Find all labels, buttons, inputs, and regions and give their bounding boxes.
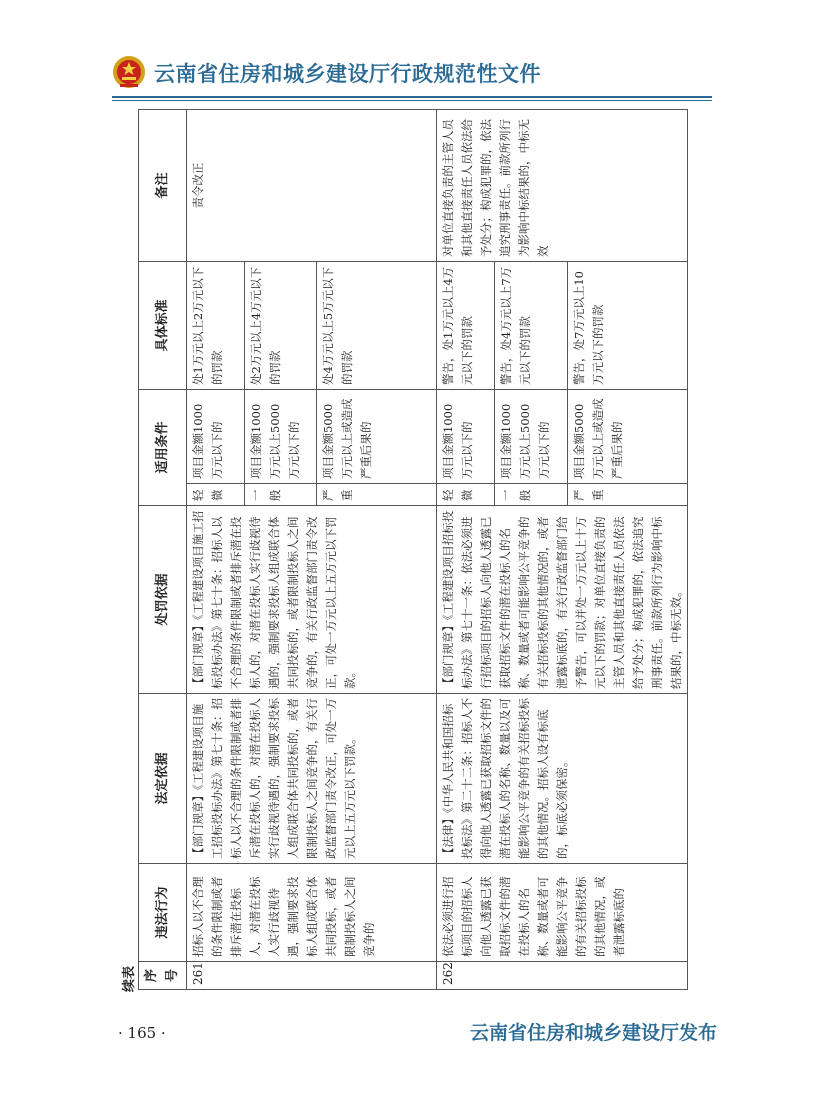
footer-publisher: 云南省住房和城乡建设厅发布 [470,1022,718,1044]
row-legal-basis: 【法律】《中华人民共和国招标投标法》第二十二条：招标人不得向他人透露已获取招标文件的潜在投标人的名称、数量以及可能影响公平竞争的有关招标投标的其他情况。招标人设有标底的，标底必须保密。 [436,694,688,864]
col-standard: 具体标准 [139,261,187,389]
row-act: 招标人以不合理的条件限制或者排斥潜在投标人，对潜在投标人实行歧视待遇，强制要求投标人组成联合体共同投标，或者限制投标人之间竞争的 [186,864,436,962]
col-legal-basis: 法定依据 [139,694,187,864]
tier-grade: 严重 [567,484,688,506]
page-number: · 165 · [118,1024,166,1042]
rotated-table-content [112,110,712,990]
rotated-table-area [112,110,712,990]
tier-condition: 项目金额1000万元以上5000万元以下的 [244,389,316,483]
tier-grade: 一般 [244,484,316,506]
row-act: 依法必须进行招标项目的招标人向他人透露已获取招标文件的潜在投标人的名称、数量或者可能影响公平竞争的有关招标投标的其他情况，或者泄露标底的 [436,864,688,962]
header-title: 云南省住房和城乡建设厅行政规范性文件 [154,62,541,86]
row-penalty-basis: 【部门规章】《工程建设项目招标投标办法》第七十一条：依法必须进行招标项目的招标人向他人透露已获取招标文件的潜在投标人的名称、数量或者可能影响公平竞争的有关招标投标的其他情况的，或者泄露标底的，有关行政监督部门给予警告，可以并处一万元以上十万元以下的罚款；对单位直接负责的主管人员和其他直接责任人员依法给予处分；构成犯罪的，依法追究刑事责任。前款所列行为影响中标结果的，中标无效。 [436,506,688,694]
table-header-row [139,109,187,989]
col-remark: 备注 [139,109,187,261]
col-penalty-basis: 处罚依据 [139,506,187,694]
col-conditions: 适用条件 [139,389,187,505]
tier-standard: 警告，处1万元以上4万元以下的罚款 [436,261,494,389]
tier-condition: 项目金额5000万元以上或造成严重后果的 [567,389,688,483]
tier-grade: 轻微 [186,484,244,506]
row-remark: 责令改正 [186,109,436,261]
document-header [112,50,712,98]
tier-standard: 处2万元以上4万元以下的罚款 [244,261,316,389]
row-seq: 261 [186,962,436,990]
row-remark: 对单位直接负责的主管人员和其他直接责任人员依法给予处分；构成犯罪的，依法追究刑事责任。前款所列行为影响中标结果的，中标无效 [436,109,688,261]
header-divider [112,96,712,101]
tier-condition: 项目金额1000万元以下的 [186,389,244,483]
national-emblem-icon [112,54,146,90]
tier-standard: 警告，处4万元以上7万元以下的罚款 [495,261,567,389]
tier-condition: 项目金额1000万元以上5000万元以下的 [495,389,567,483]
col-act: 违法行为 [139,864,187,962]
tier-standard: 处4万元以上5万元以下的罚款 [316,261,436,389]
penalty-standard-table [138,109,688,990]
col-seq: 序号 [139,962,187,990]
row-penalty-basis: 【部门规章】《工程建设项目施工招标投标办法》第七十条：招标人以不合理的条件限制或者排斥潜在投标人的，对潜在投标人实行歧视待遇的，强制要求投标人组成联合体共同投标的，或者限制投标人之间竞争的，有关行政监督部门责令改正，可处一万元以上五万元以下罚款。 [186,506,436,694]
row-legal-basis: 【部门规章】《工程建设项目施工招标投标办法》第七十条：招标人以不合理的条件限制或者排斥潜在投标人的，对潜在投标人实行歧视待遇的，强制要求投标人组成联合体共同投标的，或者限制投标人之间竞争的，有关行政监督部门责令改正，可处一万元以上五万元以下罚款。 [186,694,436,864]
tier-grade: 严重 [316,484,436,506]
table-row [436,109,494,989]
continued-label: 续表 [122,965,137,992]
tier-grade: 一般 [495,484,567,506]
tier-condition: 项目金额1000万元以下的 [436,389,494,483]
row-seq: 262 [436,962,688,990]
tier-grade: 轻微 [436,484,494,506]
tier-standard: 警告，处7万元以上10万元以下的罚款 [567,261,688,389]
tier-standard: 处1万元以上2万元以下的罚款 [186,261,244,389]
table-row [186,109,244,989]
tier-condition: 项目金额5000万元以上或造成严重后果的 [316,389,436,483]
